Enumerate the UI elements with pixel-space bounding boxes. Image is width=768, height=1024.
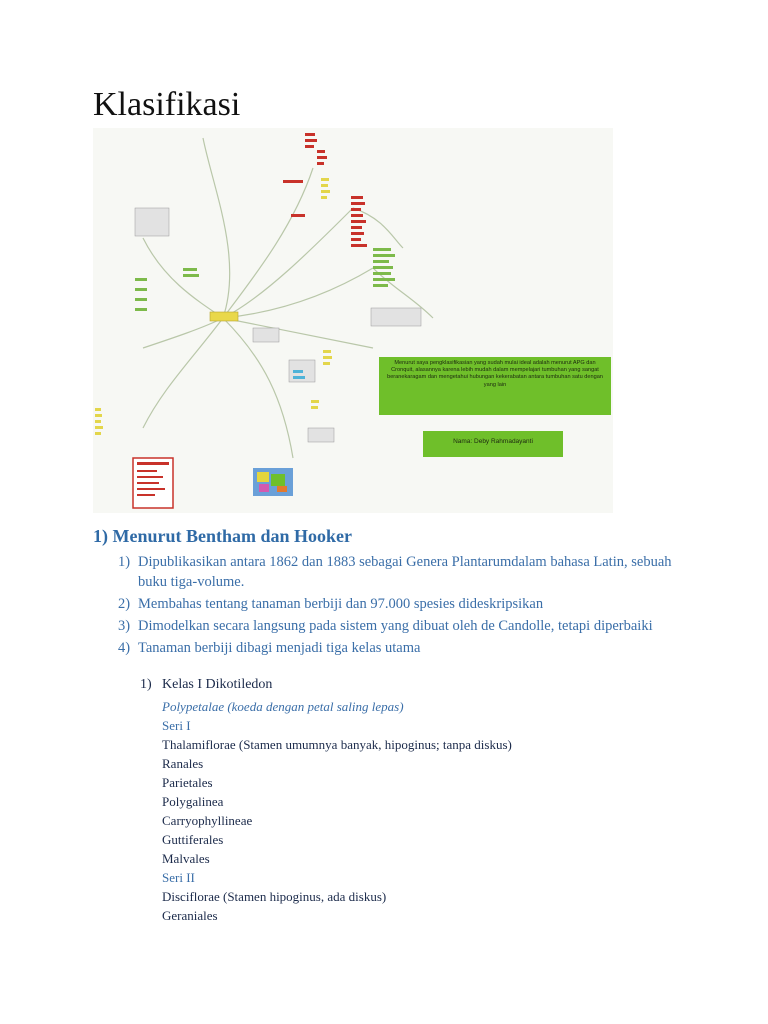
text-line: Parietales (162, 775, 213, 790)
text-line: Malvales (162, 851, 210, 866)
mindmap-center-node (210, 312, 238, 321)
text-line: Geraniales (162, 908, 218, 923)
text-line: Polypetalae (koeda dengan petal saling lepas) (162, 699, 404, 714)
text-line: Guttiferales (162, 832, 224, 847)
text-line: Seri I (162, 718, 191, 733)
list-item: 4) Tanaman berbiji dibagi menjadi tiga kelas utama (118, 640, 421, 656)
classification-lines (162, 697, 512, 925)
text-line: Thalamiflorae (Stamen umumnya banyak, hipoginus; tanpa diskus) (162, 737, 512, 752)
section-heading: 1) Menurut Bentham dan Hooker (93, 526, 353, 546)
text-line: Disciflorae (Stamen hipoginus, ada diskus) (162, 889, 387, 904)
text-line: Carryophyllineae (162, 813, 253, 828)
text-line: Polygalinea (162, 794, 224, 809)
page-title: Klasifikasi (93, 86, 241, 123)
text-line: Seri II (162, 870, 195, 885)
list-item: 2) Membahas tentang tanaman berbiji dan 97.000 spesies dideskripsikan (118, 596, 544, 612)
mindmap-note-text: Menurut saya pengklasifikasian yang sudah mulai ideal adalah menurut APG dan Cronquit, alasannya karena lebih mudah dalam mempelajari tumbuhan yang sangat beranekaragam dan mengetahui hubungan kekerabatan antara tumbuhan satu dengan yang lain (387, 360, 603, 388)
text-line: Ranales (162, 756, 204, 771)
list-item: 1) Dipublikasikan antara 1862 dan 1883 sebagai Genera Plantarumdalam bahasa Latin, sebuah buku tiga-volume. (118, 554, 672, 590)
mindmap-image (93, 128, 613, 513)
mindmap-name-label: Nama: Deby Rahmadayanti (453, 438, 533, 445)
numbered-list (118, 552, 678, 660)
list-item: 3) Dimodelkan secara langsung pada sistem yang dibuat oleh de Candolle, tetapi diperbaiki (118, 618, 653, 634)
